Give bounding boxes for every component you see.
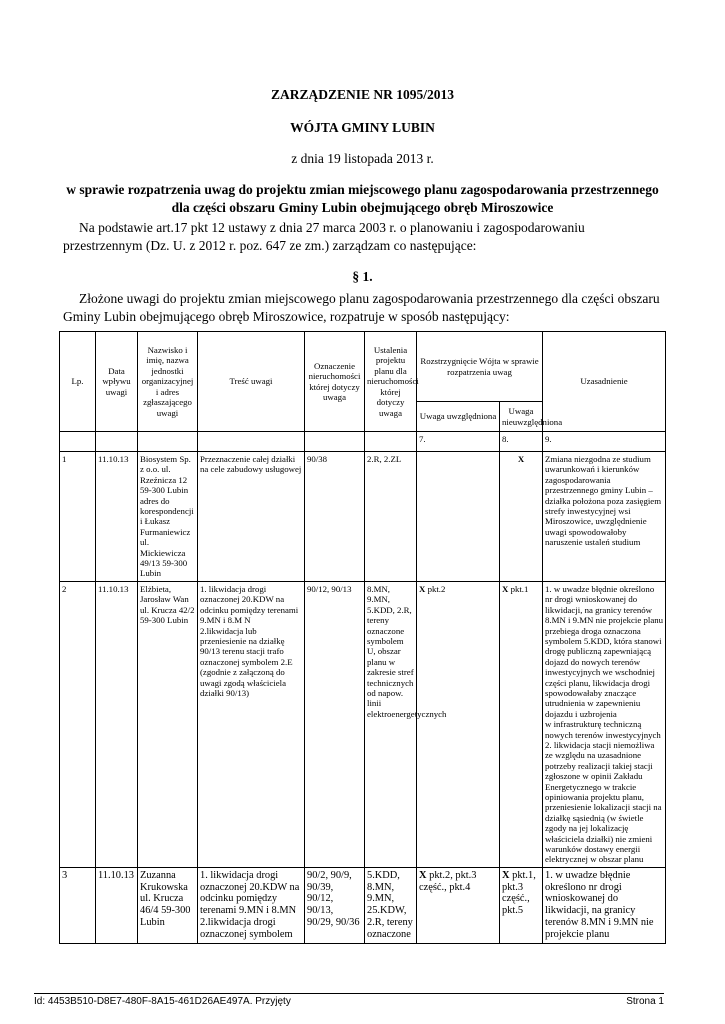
accepted-mark: X	[419, 869, 427, 881]
cell-justification: 1. w uwadze błędnie określono nr drogi wnioskowanej do likwidacji, na granicy terenów 8.MN i 9.MN nie projekcie planu przebiega droga oznaczona symbolem 5.KDD, która stanowi drogę publiczną zapewniającą dojazd do nowych terenów inwestycyjnych we wschodniej części planu, likwidacja drogi spowodowałaby znaczące utrudnienia w zapewnieniu dojazdu i uzbrojenia w infrastrukturę techniczną nowych terenów inwestycyjnych 2. likwidacja stacji niemożliwa ze względu na uzasadnione potrzeby realizacji takiej stacji zgłoszone w opinii Zakładu Energetycznego w trakcie opiniowania projektu planu, przeniesienie lokalizacji stacji na działkę sąsiednią (w świetle zgody na jej lokalizację właściciela działki) nie zmieni warunków dostawy energii elektrycznej w obszar planu	[543, 581, 666, 867]
num-cell	[305, 432, 365, 452]
cell-lp: 1	[60, 452, 96, 582]
document-subtitle: WÓJTA GMINY LUBIN	[290, 120, 435, 135]
num-cell	[96, 432, 138, 452]
footer-document-id: Id: 4453B510-D8E7-480F-8A15-461D26AE497A. Przyjęty	[34, 996, 291, 1007]
remarks-table	[59, 331, 666, 944]
subject-line-1: w sprawie rozpatrzenia uwag do projektu zmian miejscowego planu zagospodarowania przestrzennego	[66, 182, 659, 197]
header-accepted: Uwaga uwzględniona	[417, 402, 500, 432]
rejected-mark: X	[502, 583, 509, 594]
cell-date: 11.10.13	[96, 867, 138, 943]
cell-rejected	[500, 581, 543, 867]
document-date: z dnia 19 listopada 2013 r.	[291, 151, 434, 166]
section-heading: § 1.	[352, 269, 373, 284]
header-decision: Rozstrzygnięcie Wójta w sprawie rozpatrzenia uwag	[417, 332, 543, 402]
rejected-mark: X	[502, 869, 510, 881]
cell-accepted	[417, 581, 500, 867]
accepted-mark: X	[419, 583, 426, 594]
header-content: Treść uwagi	[198, 332, 305, 432]
table-header-row	[60, 332, 666, 402]
header-rejected: Uwaga nieuwzględniona	[500, 402, 543, 432]
cell-content: Przeznaczenie całej działki na cele zabudowy usługowej	[198, 452, 305, 582]
subject-line-2: dla części obszaru Gminy Lubin obejmującego obręb Miroszowice	[171, 200, 554, 215]
cell-justification: 1. w uwadze błędnie określono nr drogi wnioskowanej do likwidacji, na granicy terenów 8.MN i 9.MN nie projekcie planu	[543, 867, 666, 943]
header-plan: Ustalenia projektu planu dla nieruchomości której dotyczy uwaga	[365, 332, 417, 432]
preamble: Na podstawie art.17 pkt 12 ustawy z dnia 27 marca 2003 r. o planowaniu i zagospodarowaniu przestrzennym (Dz. U. z 2012 r. poz. 647 ze zm.) zarządzam co następujące:	[63, 220, 585, 253]
num-cell	[60, 432, 96, 452]
cell-date: 11.10.13	[96, 452, 138, 582]
cell-justification: Zmiana niezgodna ze studium uwarunkowań i kierunków zagospodarowania przestrzennego gminy Lubin – działka położona poza zasięgiem strefy inwestycyjnej wsi Miroszowice, uwzględnienie uwagi spowodowałoby naruszenie ustaleń studium	[543, 452, 666, 582]
num-cell: 8.	[500, 432, 543, 452]
table-row	[60, 452, 666, 582]
header-justification: Uzasadnienie	[543, 332, 666, 432]
header-parcel: Oznaczenie nieruchomości której dotyczy uwaga	[305, 332, 365, 432]
num-cell	[198, 432, 305, 452]
paragraph-1: Złożone uwagi do projektu zmian miejscowego planu zagospodarowania przestrzennego dla części obszaru Gminy Lubin obejmującego obręb Miroszowice, rozpatruje w sposób następujący:	[63, 291, 660, 324]
cell-rejected	[500, 867, 543, 943]
footer-divider	[34, 993, 664, 994]
num-cell	[365, 432, 417, 452]
cell-parcel: 90/38	[305, 452, 365, 582]
cell-plan: 2.R, 2.ZL	[365, 452, 417, 582]
cell-content: 1. likwidacja drogi oznaczonej 20.KDW na odcinku pomiędzy terenami 9.MN i 8.M N 2.likwidacja lub przeniesienie na działkę 90/13 terenu stacji trafo oznaczonej symbolem 2.E (zgodnie z załączoną do uwagi zgodą właściciela działki 90/13)	[198, 581, 305, 867]
document-title: ZARZĄDZENIE NR 1095/2013	[270, 87, 455, 102]
rejected-points: pkt.1	[510, 583, 529, 594]
cell-plan: 5.KDD, 8.MN, 9.MN, 25.KDW, 2.R, tereny oznaczone	[365, 867, 417, 943]
cell-lp: 2	[60, 581, 96, 867]
cell-lp: 3	[60, 867, 96, 943]
num-cell: 7.	[417, 432, 500, 452]
header-name: Nazwisko i imię, nazwa jednostki organizacyjnej i adres zgłaszającego uwagi	[138, 332, 198, 432]
cell-name: Zuzanna Krukowska ul. Krucza 46/4 59-300 Lubin	[138, 867, 198, 943]
num-cell	[138, 432, 198, 452]
cell-date: 11.10.13	[96, 581, 138, 867]
document-subject	[0, 181, 725, 217]
accepted-points: pkt.2	[427, 583, 446, 594]
cell-content: 1. likwidacja drogi oznaczonej 20.KDW na odcinku pomiędzy terenami 9.MN i 8.MN 2.likwidacja drogi oznaczonej symbolem	[198, 867, 305, 943]
cell-parcel: 90/2, 90/9, 90/39, 90/12, 90/13, 90/29, 90/36	[305, 867, 365, 943]
num-cell: 9.	[543, 432, 666, 452]
cell-accepted	[417, 867, 500, 943]
cell-name: Biosystem Sp. z o.o. ul. Rzeźnicza 12 59-300 Lubin adres do korespondencji i Łukasz Furmaniewicz ul. Mickiewicza 49/13 59-300 Lubin	[138, 452, 198, 582]
header-lp: Lp.	[60, 332, 96, 432]
footer-page-number: Strona 1	[626, 996, 664, 1007]
accepted-points: pkt.2, pkt.3 część., pkt.4	[419, 869, 477, 893]
table-row	[60, 867, 666, 943]
rejected-points: pkt.1, pkt.3 część., pkt.5	[502, 869, 536, 917]
cell-plan: 8.MN, 9.MN, 5.KDD, 2.R, tereny oznaczone symbolem U, obszar planu w zakresie stref technicznych od napow. linii elektroenergetycznych	[365, 581, 417, 867]
table-row	[60, 581, 666, 867]
cell-parcel: 90/12, 90/13	[305, 581, 365, 867]
table-number-row	[60, 432, 666, 452]
cell-rejected: X	[500, 452, 543, 582]
cell-accepted	[417, 452, 500, 582]
header-date: Data wpływu uwagi	[96, 332, 138, 432]
cell-name: Elżbieta, Jarosław Wan ul. Krucza 42/2 59-300 Lubin	[138, 581, 198, 867]
